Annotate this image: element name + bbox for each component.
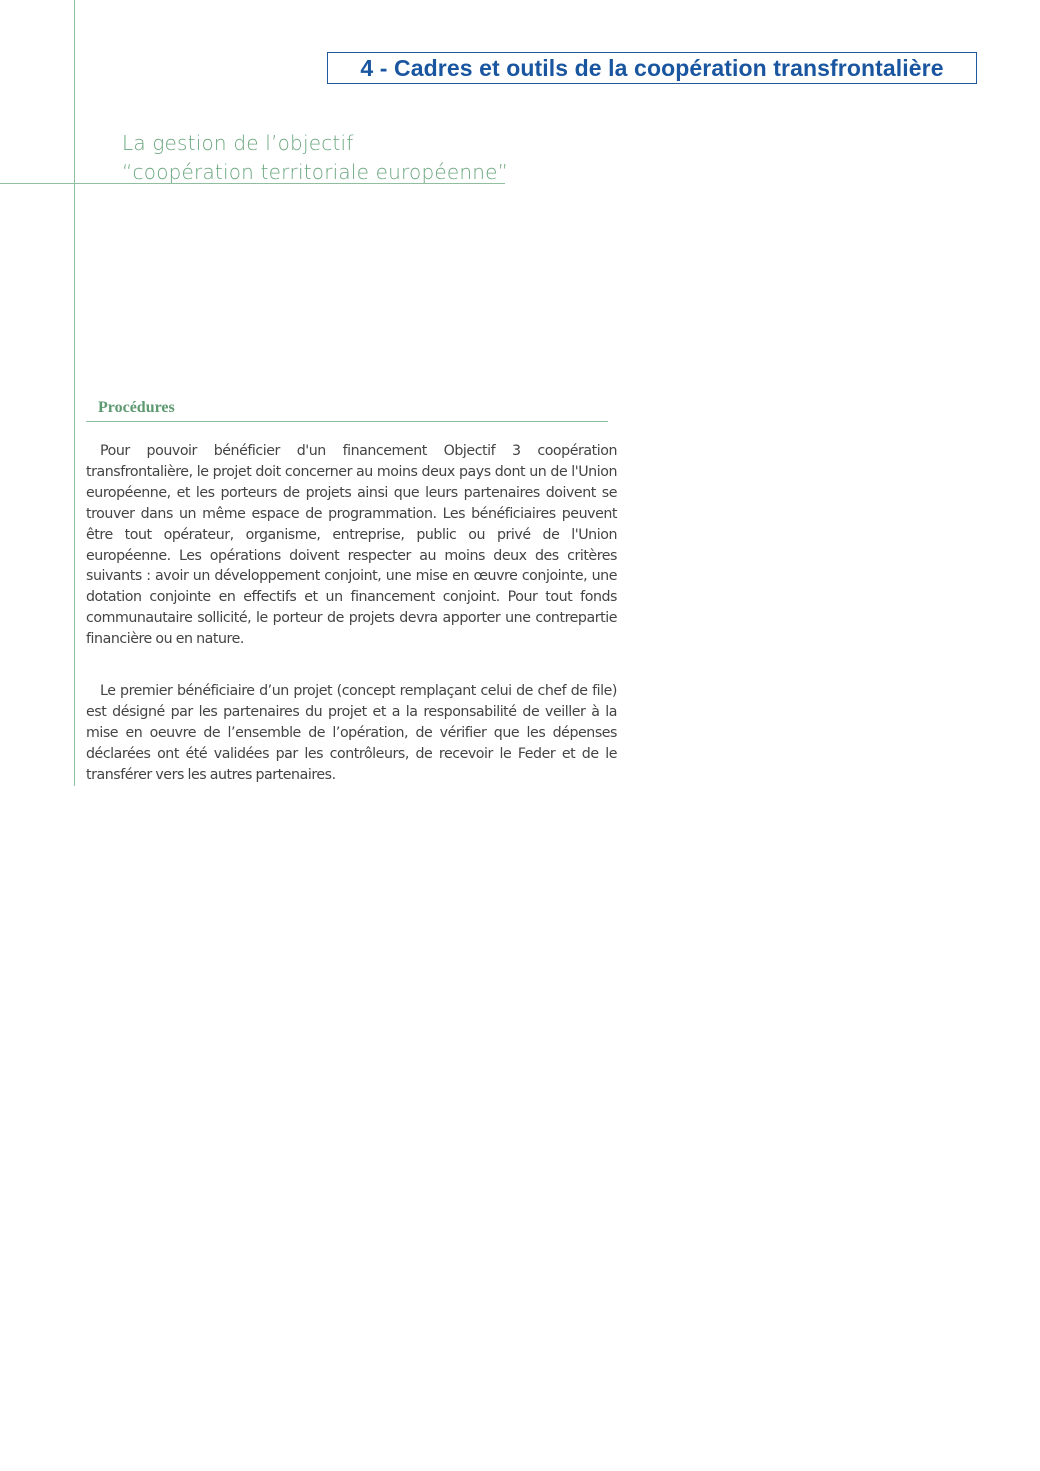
chapter-header-box bbox=[327, 52, 977, 84]
section-heading: Procédures bbox=[98, 399, 175, 416]
page-title-line-1: La gestion de l’objectif bbox=[122, 131, 354, 155]
chapter-title: 4 - Cadres et outils de la coopération transfrontalière bbox=[360, 54, 944, 81]
section-heading-rule bbox=[86, 421, 608, 422]
body-paragraph-1: Pour pouvoir bénéficier d'un financement Objectif 3 coopération transfrontalière, le projet doit concerner au moins deux pays dont un de l'Union européenne, et les porteurs de projets ainsi que leurs partenaires doivent se trouver dans un même espace de programmation. Les bénéficiaires peuvent être tout opérateur, organisme, entreprise, public ou privé de l'Union européenne. Les opérations doivent respecter au moins deux des critères suivants : avoir un développement conjoint, une mise en œuvre conjointe, une dotation conjointe en effectifs et un financement conjoint. Pour tout fonds communautaire sollicité, le porteur de projets devra apporter une contrepartie financière ou en nature. bbox=[86, 443, 617, 648]
page-title bbox=[122, 129, 508, 187]
margin-rule-vertical bbox=[74, 0, 75, 786]
body-paragraph-2: Le premier bénéficiaire d’un projet (concept remplaçant celui de chef de file) est désigné par les partenaires du projet et a la responsabilité de veiller à la mise en oeuvre de l’ensemble de l’opération, de vérifier que les dépenses déclarées ont été validées par les contrôleurs, de recevoir le Feder et de le transférer vers les autres partenaires. bbox=[86, 683, 617, 783]
page-title-line-2: “coopération territoriale européenne” bbox=[122, 160, 509, 184]
